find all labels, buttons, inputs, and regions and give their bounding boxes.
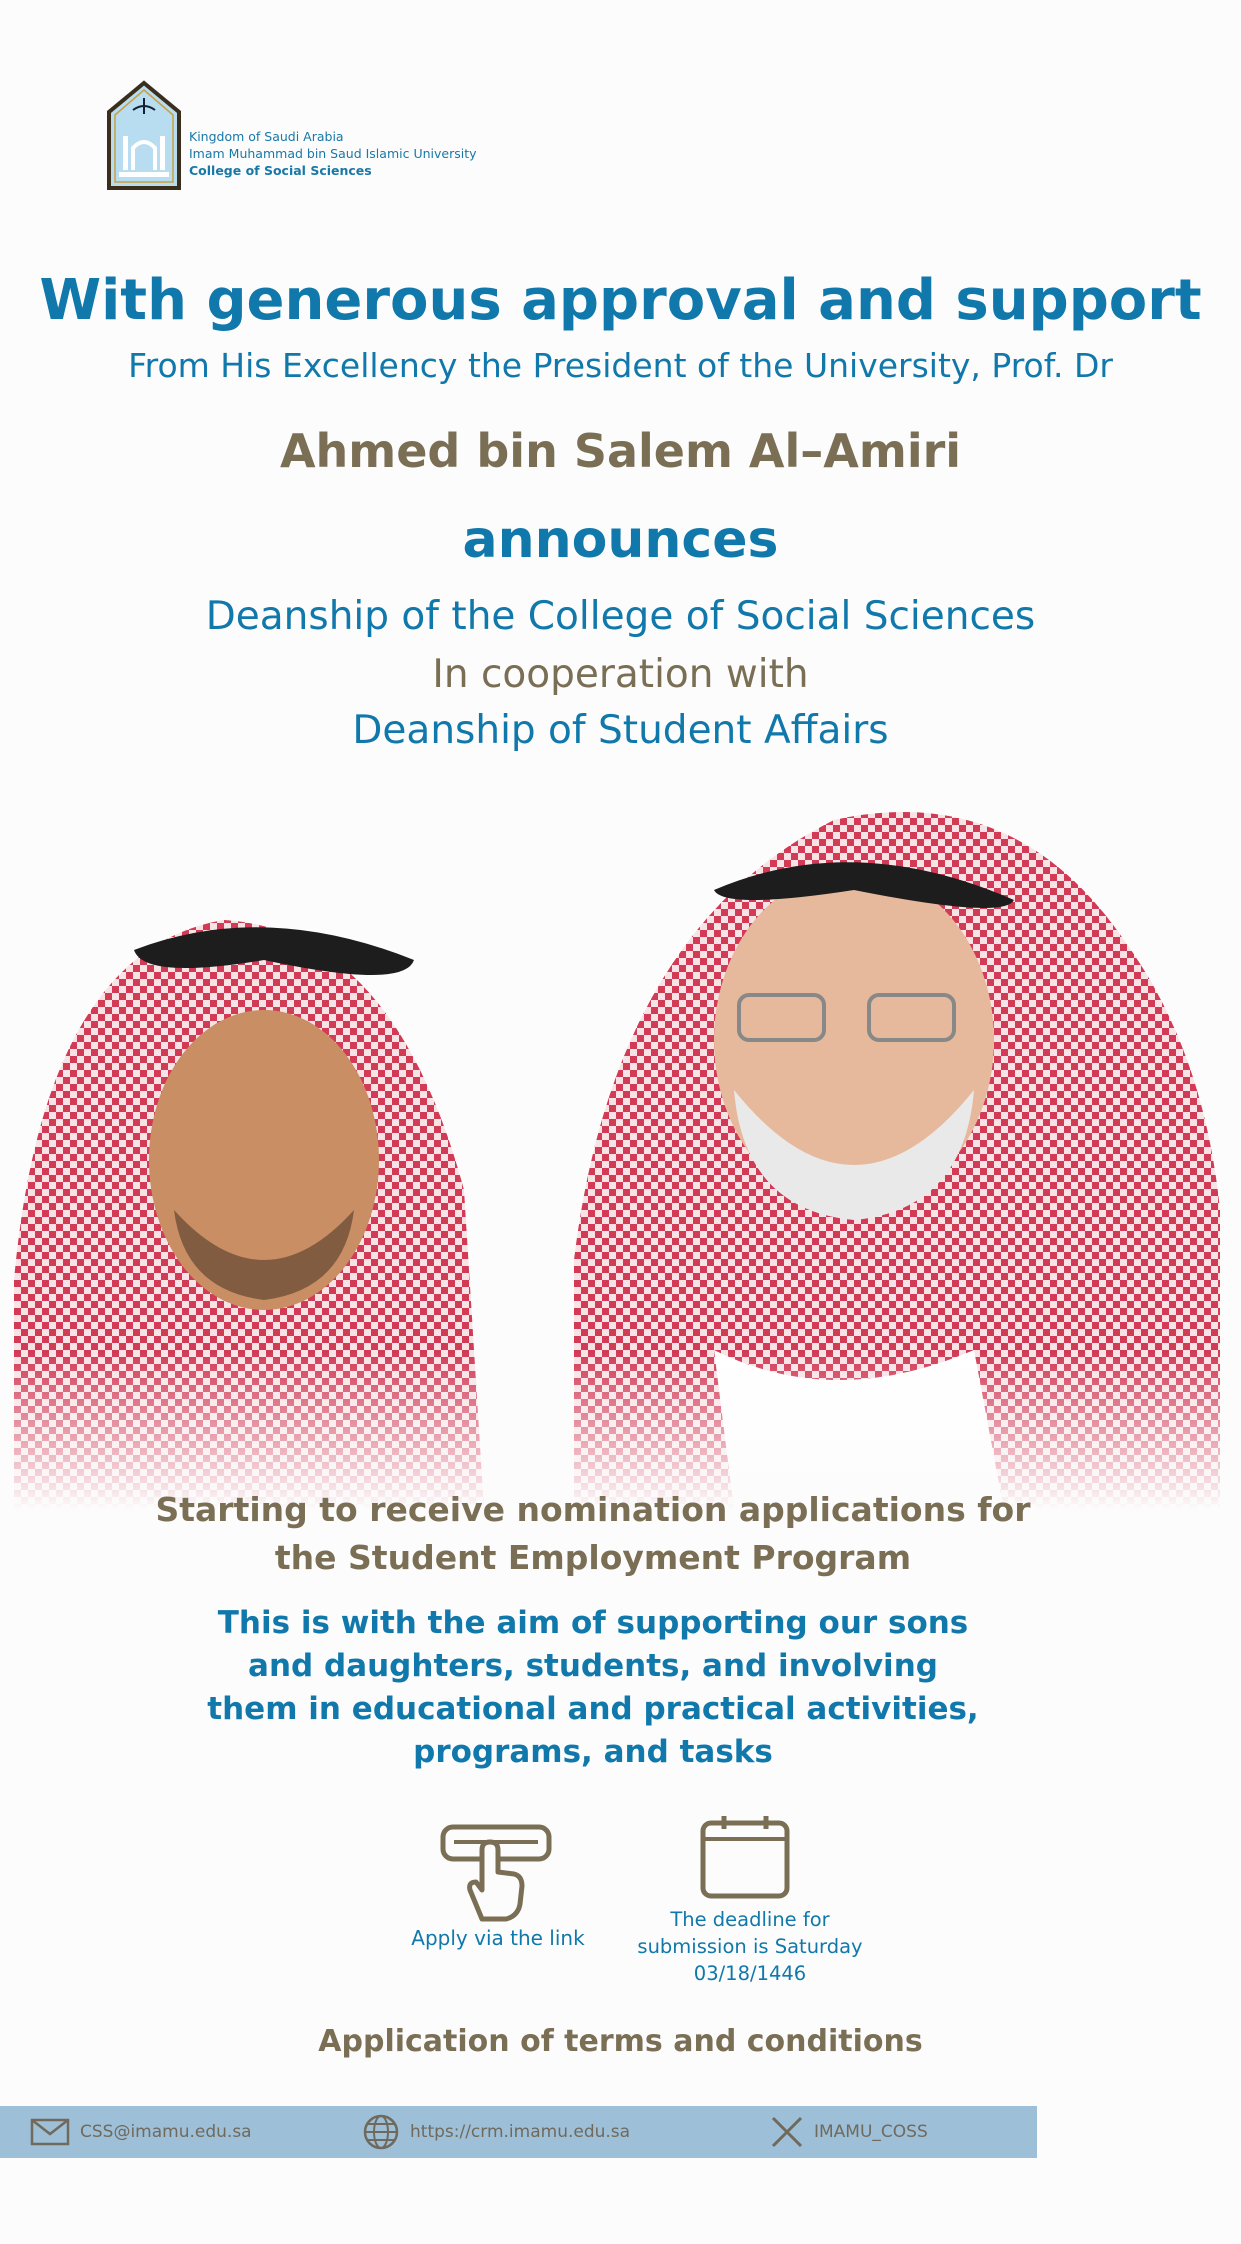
org-line-university: Imam Muhammad bin Saud Islamic University <box>189 146 477 161</box>
org-line-country: Kingdom of Saudi Arabia <box>189 129 344 144</box>
terms-and-conditions[interactable]: Application of terms and conditions <box>318 2024 923 2059</box>
cooperation-line: In cooperation with <box>432 652 809 697</box>
footer-social-text[interactable]: IMAMU_COSS <box>814 2122 928 2142</box>
globe-icon <box>362 2113 400 2151</box>
program-aim: This is with the aim of supporting our sons and daughters, students, and involving them in educational and practical activities, programs, and tasks <box>207 1605 979 1770</box>
footer-email-text[interactable]: CSS@imamu.edu.sa <box>80 2122 252 2142</box>
from-line: From His Excellency the President of the University, Prof. Dr <box>128 346 1113 385</box>
footer-email[interactable] <box>30 2106 252 2158</box>
partner-line: Deanship of Student Affairs <box>352 708 889 753</box>
footer-website[interactable] <box>362 2106 630 2158</box>
university-logo <box>105 80 183 192</box>
announces-title: announces <box>462 510 779 570</box>
headline: With generous approval and support <box>39 268 1202 333</box>
deanship-line: Deanship of the College of Social Sciences <box>205 594 1036 639</box>
deadline-text: The deadline for submission is Saturday 03/18/1446 <box>637 1908 863 1985</box>
program-title: Starting to receive nomination applications for the Student Employment Program <box>155 1490 1031 1577</box>
officials-portrait-photo <box>14 790 1220 1510</box>
contact-footer <box>0 2106 1037 2158</box>
president-name: Ahmed bin Salem Al–Amiri <box>279 424 962 478</box>
org-line-college: College of Social Sciences <box>189 163 372 178</box>
calendar-icon <box>700 1815 790 1899</box>
apply-link-label[interactable]: Apply via the link <box>411 1926 585 1950</box>
footer-social[interactable] <box>770 2106 928 2158</box>
pointer-click-icon[interactable] <box>440 1822 554 1922</box>
footer-website-text[interactable]: https://crm.imamu.edu.sa <box>410 2122 631 2142</box>
x-twitter-icon <box>770 2115 804 2149</box>
envelope-icon <box>30 2118 70 2146</box>
